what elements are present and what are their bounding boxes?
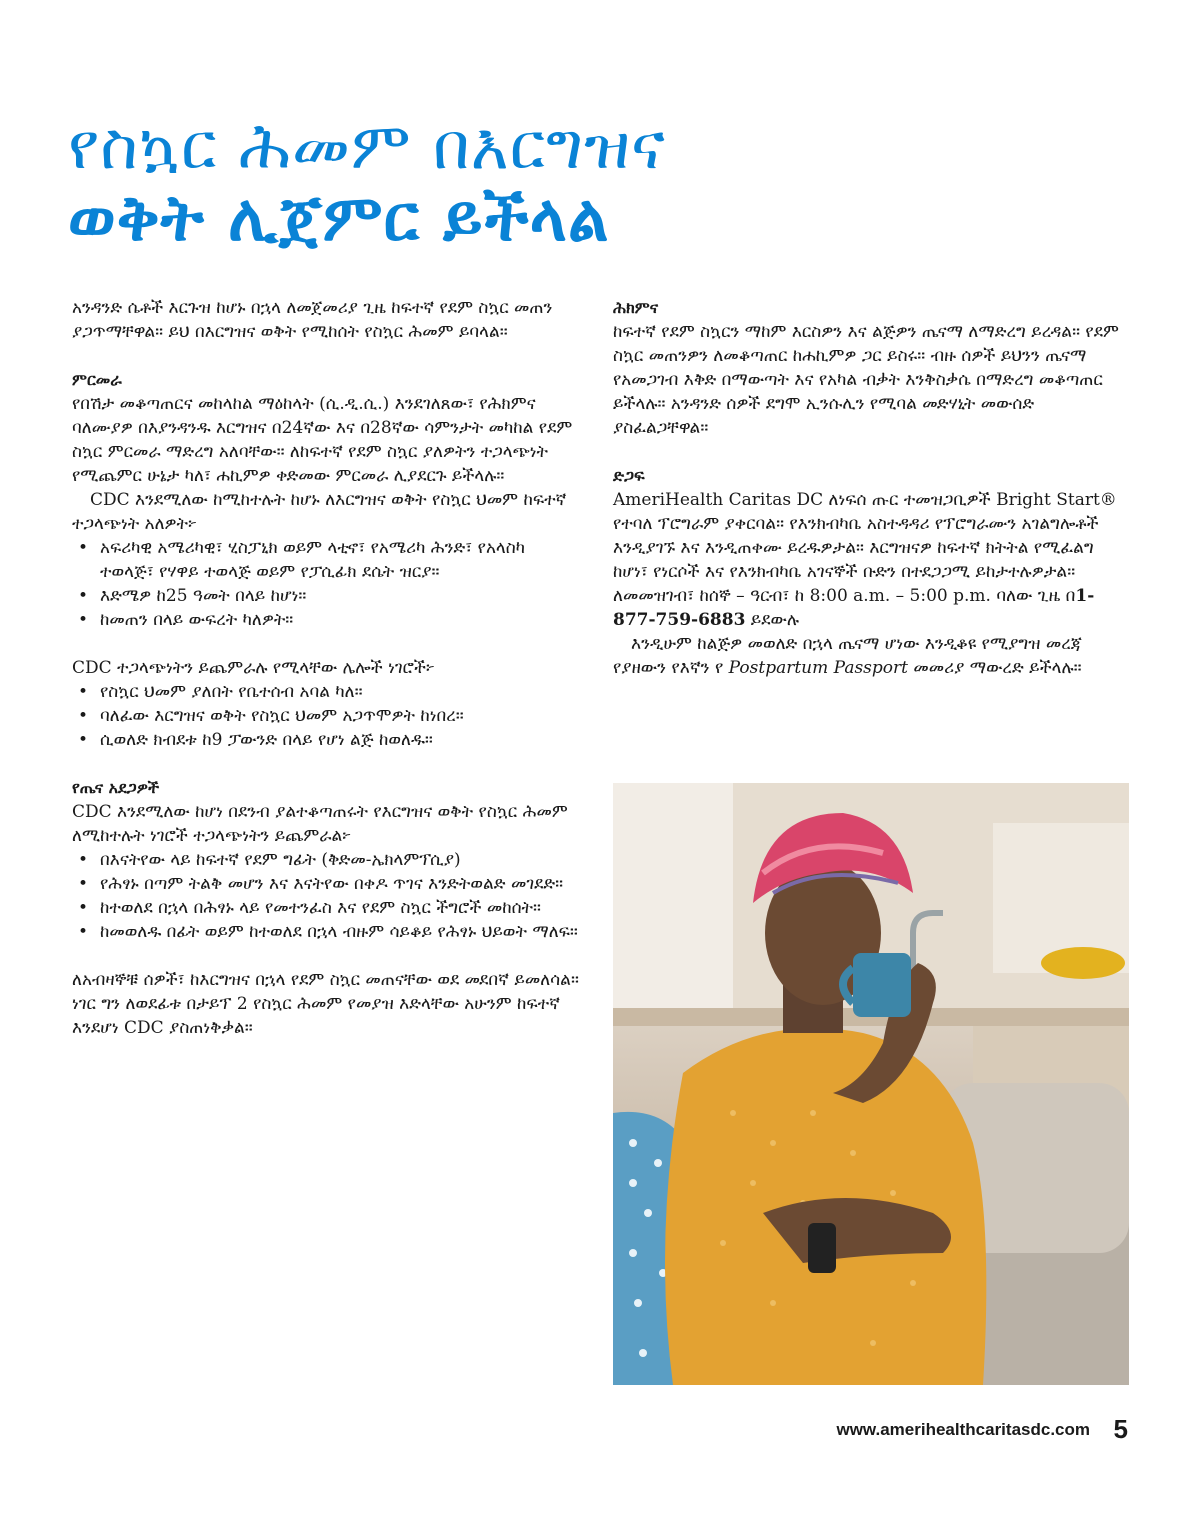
health-risks-list: [72, 848, 584, 944]
right-column: [613, 296, 1133, 680]
page-title: [68, 112, 1148, 255]
support-text: AmeriHealth Caritas DC ለነፍሰ ጡር ተመዝጋቢዎች Bright Start® የተባለ ፕሮግራም ያቀርባል። የእንክብካቤ አስተዳዳሪ የፕሮግራሙን አገልግሎቶች እንዲያገኙ እና እንዲጠቀሙ ይረዱዎታል። እርግዝናዎ ከፍተኛ ክትትል የሚፈልግ ከሆነ፣ የነርሶች እና የእንክብካቤ አገናኞች ቡድን በተደጋጋሚ ይከታተሉዎታል። ለመመዝገብ፣ ከሰኞ – ዓርብ፣ ከ 8:00 a.m. – 5:00 p.m. ባለው ጊዜ በ: [613, 490, 1117, 606]
list-item: • ከመወለዱ በፊት ወይም ከተወለደ በኋላ ብዙም ሳይቆይ የሕፃኑ ህይወት ማለፍ።: [72, 920, 584, 944]
list-item: • ከመጠን በላይ ውፍረት ካለዎት።: [72, 608, 584, 632]
passport-text: እንዲሁም ከልጅዎ መወለድ በኋላ ጤናማ ሆነው እንዲቆዩ የሚያግዝ መረጃ የያዘውን የእኛን የ: [613, 634, 1082, 678]
intro-paragraph: አንዳንድ ሴቶች እርጉዝ ከሆኑ በኋላ ለመጀመሪያ ጊዜ ከፍተኛ የደም ስኳር መጠን ያጋጥማቸዋል። ይህ በእርግዝና ወቅት የሚከሰት የስኳር ሕመም ይባላል።: [72, 298, 553, 342]
screening-heading: ምርመራ: [72, 370, 122, 389]
photo-illustration: [613, 783, 1129, 1385]
other-factors-intro: CDC ተጋላጭነትን ይጨምራሉ የሚላቸው ሌሎች ነገሮች፦: [72, 658, 435, 678]
title-line-1: የስኳር ሕመም በእርግዝና: [68, 110, 666, 184]
passport-text-end: መመሪያ ማውረድ ይችላሉ።: [907, 658, 1082, 678]
list-item: • ባለፈው እርግዝና ወቅት የስኳር ህመም አጋጥሞዎት ከነበረ።: [72, 704, 584, 728]
title-line-2: ወቅት ሊጀምር ይችላል: [68, 181, 610, 256]
list-item: • እድሜዎ ከ25 ዓመት በላይ ከሆነ።: [72, 584, 584, 608]
support-text-end: ይደውሉ: [745, 610, 800, 630]
page-number: 5: [1113, 1414, 1128, 1444]
postpartum-passport-link[interactable]: Postpartum Passport: [728, 658, 908, 678]
list-item: • አፍሪካዊ አሜሪካዊ፣ ሂስፓኒክ ወይም ላቲኖ፣ የአሜሪካ ሕንድ፣ የአላስካ ተወላጅ፣ የሃዋይ ተወላጅ ወይም የፓሲፊክ ደሴት ዝርያ።: [72, 536, 584, 584]
phone-number[interactable]: 1-877-759-6883: [613, 586, 1095, 630]
list-item: • የስኳር ህመም ያለበት የቤተሰብ አባል ካለ።: [72, 680, 584, 704]
pregnant-woman-photo: [613, 783, 1129, 1385]
passport-paragraph: [613, 632, 1133, 680]
footer-website-link[interactable]: www.amerihealthcaritasdc.com: [836, 1420, 1090, 1439]
health-risks-paragraph: CDC እንደሚለው ከሆነ በደንብ ያልተቆጣጠሩት የእርግዝና ወቅት የስኳር ሕመም ለሚከተሉት ነገሮች ተጋላጭነትን ይጨምራል፦: [72, 802, 568, 846]
treatment-heading: ሕክምና: [613, 298, 659, 317]
health-risks-heading: የጤና አደጋዎች: [72, 778, 160, 797]
treatment-paragraph: ከፍተኛ የደም ስኳርን ማከም እርስዎን እና ልጅዎን ጤናማ ለማድረግ ይረዳል። የደም ስኳር መጠንዎን ለመቆጣጠር ከሐኪምዎ ጋር ይስሩ። ብዙ ሰዎች ይህንን ጤናማ የአመጋገብ እቅድ በማውጣት እና የአካል ብቃት እንቅስቃሴ በማድረግ መቆጣጠር ይችላሉ። አንዳንድ ሰዎች ደግሞ ኢንሱሊን የሚባል መድሃኒት መውሰድ ያስፈልጋቸዋል።: [613, 322, 1119, 438]
closing-paragraph: ለአብዛኞቹ ሰዎች፣ ከእርግዝና በኋላ የደም ስኳር መጠናቸው ወደ መደበኛ ይመለሳል። ነገር ግን ለወደፊቱ በታይፕ 2 የስኳር ሕመም የመያዝ እድላቸው አሁንም ከፍተኛ እንደሆነ CDC ያስጠነቅቃል።: [72, 970, 579, 1038]
support-paragraph: [613, 488, 1133, 632]
list-item: • በእናትየው ላይ ከፍተኛ የደም ግፊት (ቅድመ-ኤክላምፕሲያ): [72, 848, 584, 872]
left-column: [72, 296, 584, 1040]
risk-factors-intro: CDC እንደሚለው ከሚከተሉት ከሆኑ ለእርግዝና ወቅት የስኳር ህመም ከፍተኛ ተጋላጭነት አለዎት፦: [72, 490, 567, 534]
risk-factors-list: [72, 536, 584, 632]
support-heading: ድጋፍ: [613, 466, 645, 485]
list-item: • የሕፃኑ በጣም ትልቅ መሆን እና እናትየው በቀዶ ጥገና እንድትወልድ መገደድ።: [72, 872, 584, 896]
list-item: • ከተወለደ በኋላ በሕፃኑ ላይ የመተንፈስ እና የደም ስኳር ችግሮች መከሰት።: [72, 896, 584, 920]
screening-paragraph: የበሽታ መቆጣጠርና መከላከል ማዕከላት (ሲ.ዲ.ሲ.) እንደገለጸው፣ የሕክምና ባለሙያዎ በእያንዳንዱ እርግዝና በ24ኛው እና በ28ኛው ሳምንታት መካከል የደም ስኳር ምርመራ ማድረግ አለባቸው። ለከፍተኛ የደም ስኳር ያለዎትን ተጋላጭነት የሚጨምር ሁኔታ ካለ፣ ሐኪምዎ ቀድመው ምርመራ ሊያደርጉ ይችላሉ።: [72, 394, 573, 486]
other-factors-list: [72, 680, 584, 752]
list-item: • ሲወለድ ክብደቱ ከ9 ፓውንድ በላይ የሆነ ልጅ ከወለዱ።: [72, 728, 584, 752]
